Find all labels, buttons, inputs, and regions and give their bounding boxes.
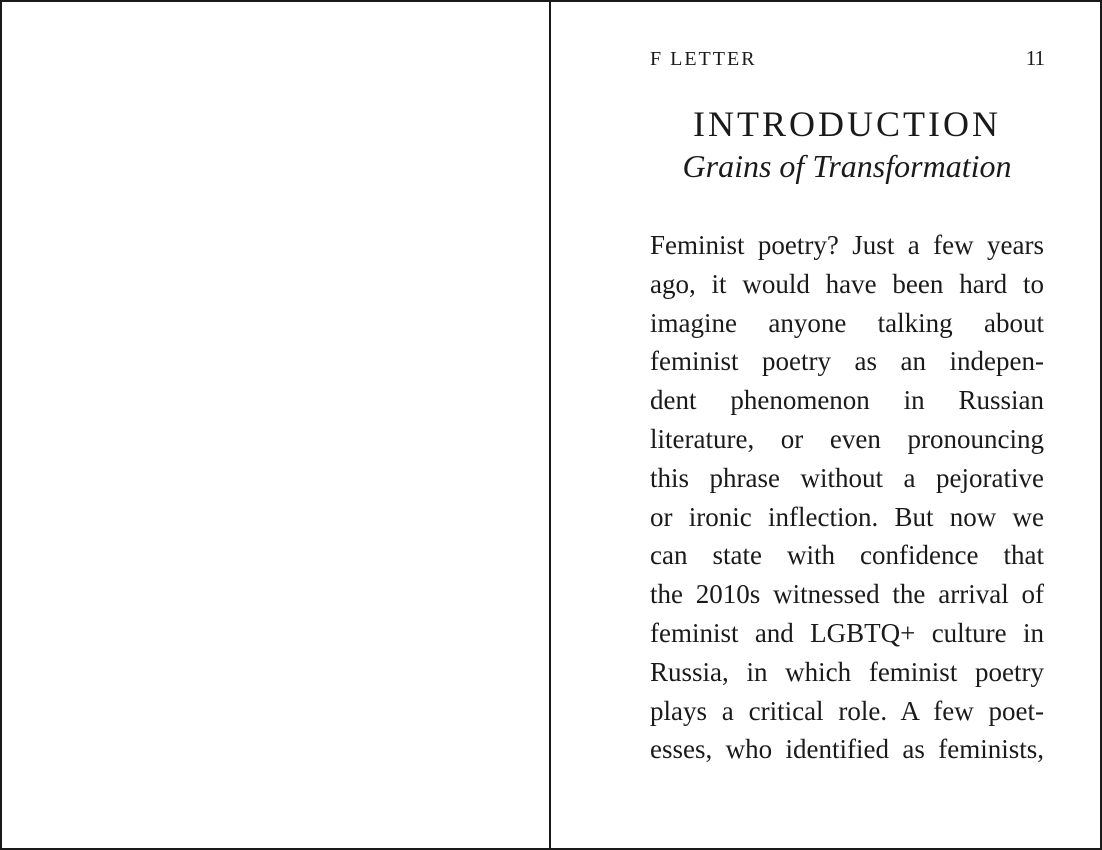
body-line: this phrase without a pejorative	[650, 462, 1044, 493]
body-text	[650, 226, 1044, 769]
body-line: feminist and LGBTQ+ culture in	[650, 617, 1044, 648]
left-page	[2, 2, 551, 848]
running-title: F LETTER	[650, 48, 757, 70]
body-line: ago, it would have been hard to	[650, 268, 1044, 299]
body-line: the 2010s witnessed the arrival of	[650, 579, 1044, 610]
right-page	[551, 2, 1100, 848]
chapter-title: INTRODUCTION	[693, 104, 1001, 144]
body-line: Russia, in which feminist poetry	[650, 656, 1044, 687]
body-line: imagine anyone talking about	[650, 307, 1044, 338]
body-line: literature, or even pronouncing	[650, 423, 1044, 454]
body-line: plays a critical role. A few poet-	[650, 695, 1044, 726]
running-head	[650, 46, 1044, 71]
body-line: or ironic inflection. But now we	[650, 501, 1044, 532]
body-line: dent phenomenon in Russian	[650, 385, 1044, 416]
body-line: esses, who identified as feminists,	[650, 734, 1044, 765]
body-line: can state with confidence that	[650, 540, 1044, 571]
body-line: feminist poetry as an indepen-	[650, 346, 1044, 377]
page-number: 11	[1025, 46, 1044, 70]
chapter-subtitle: Grains of Transformation	[682, 148, 1012, 184]
body-line: Feminist poetry? Just a few years	[650, 230, 1044, 260]
